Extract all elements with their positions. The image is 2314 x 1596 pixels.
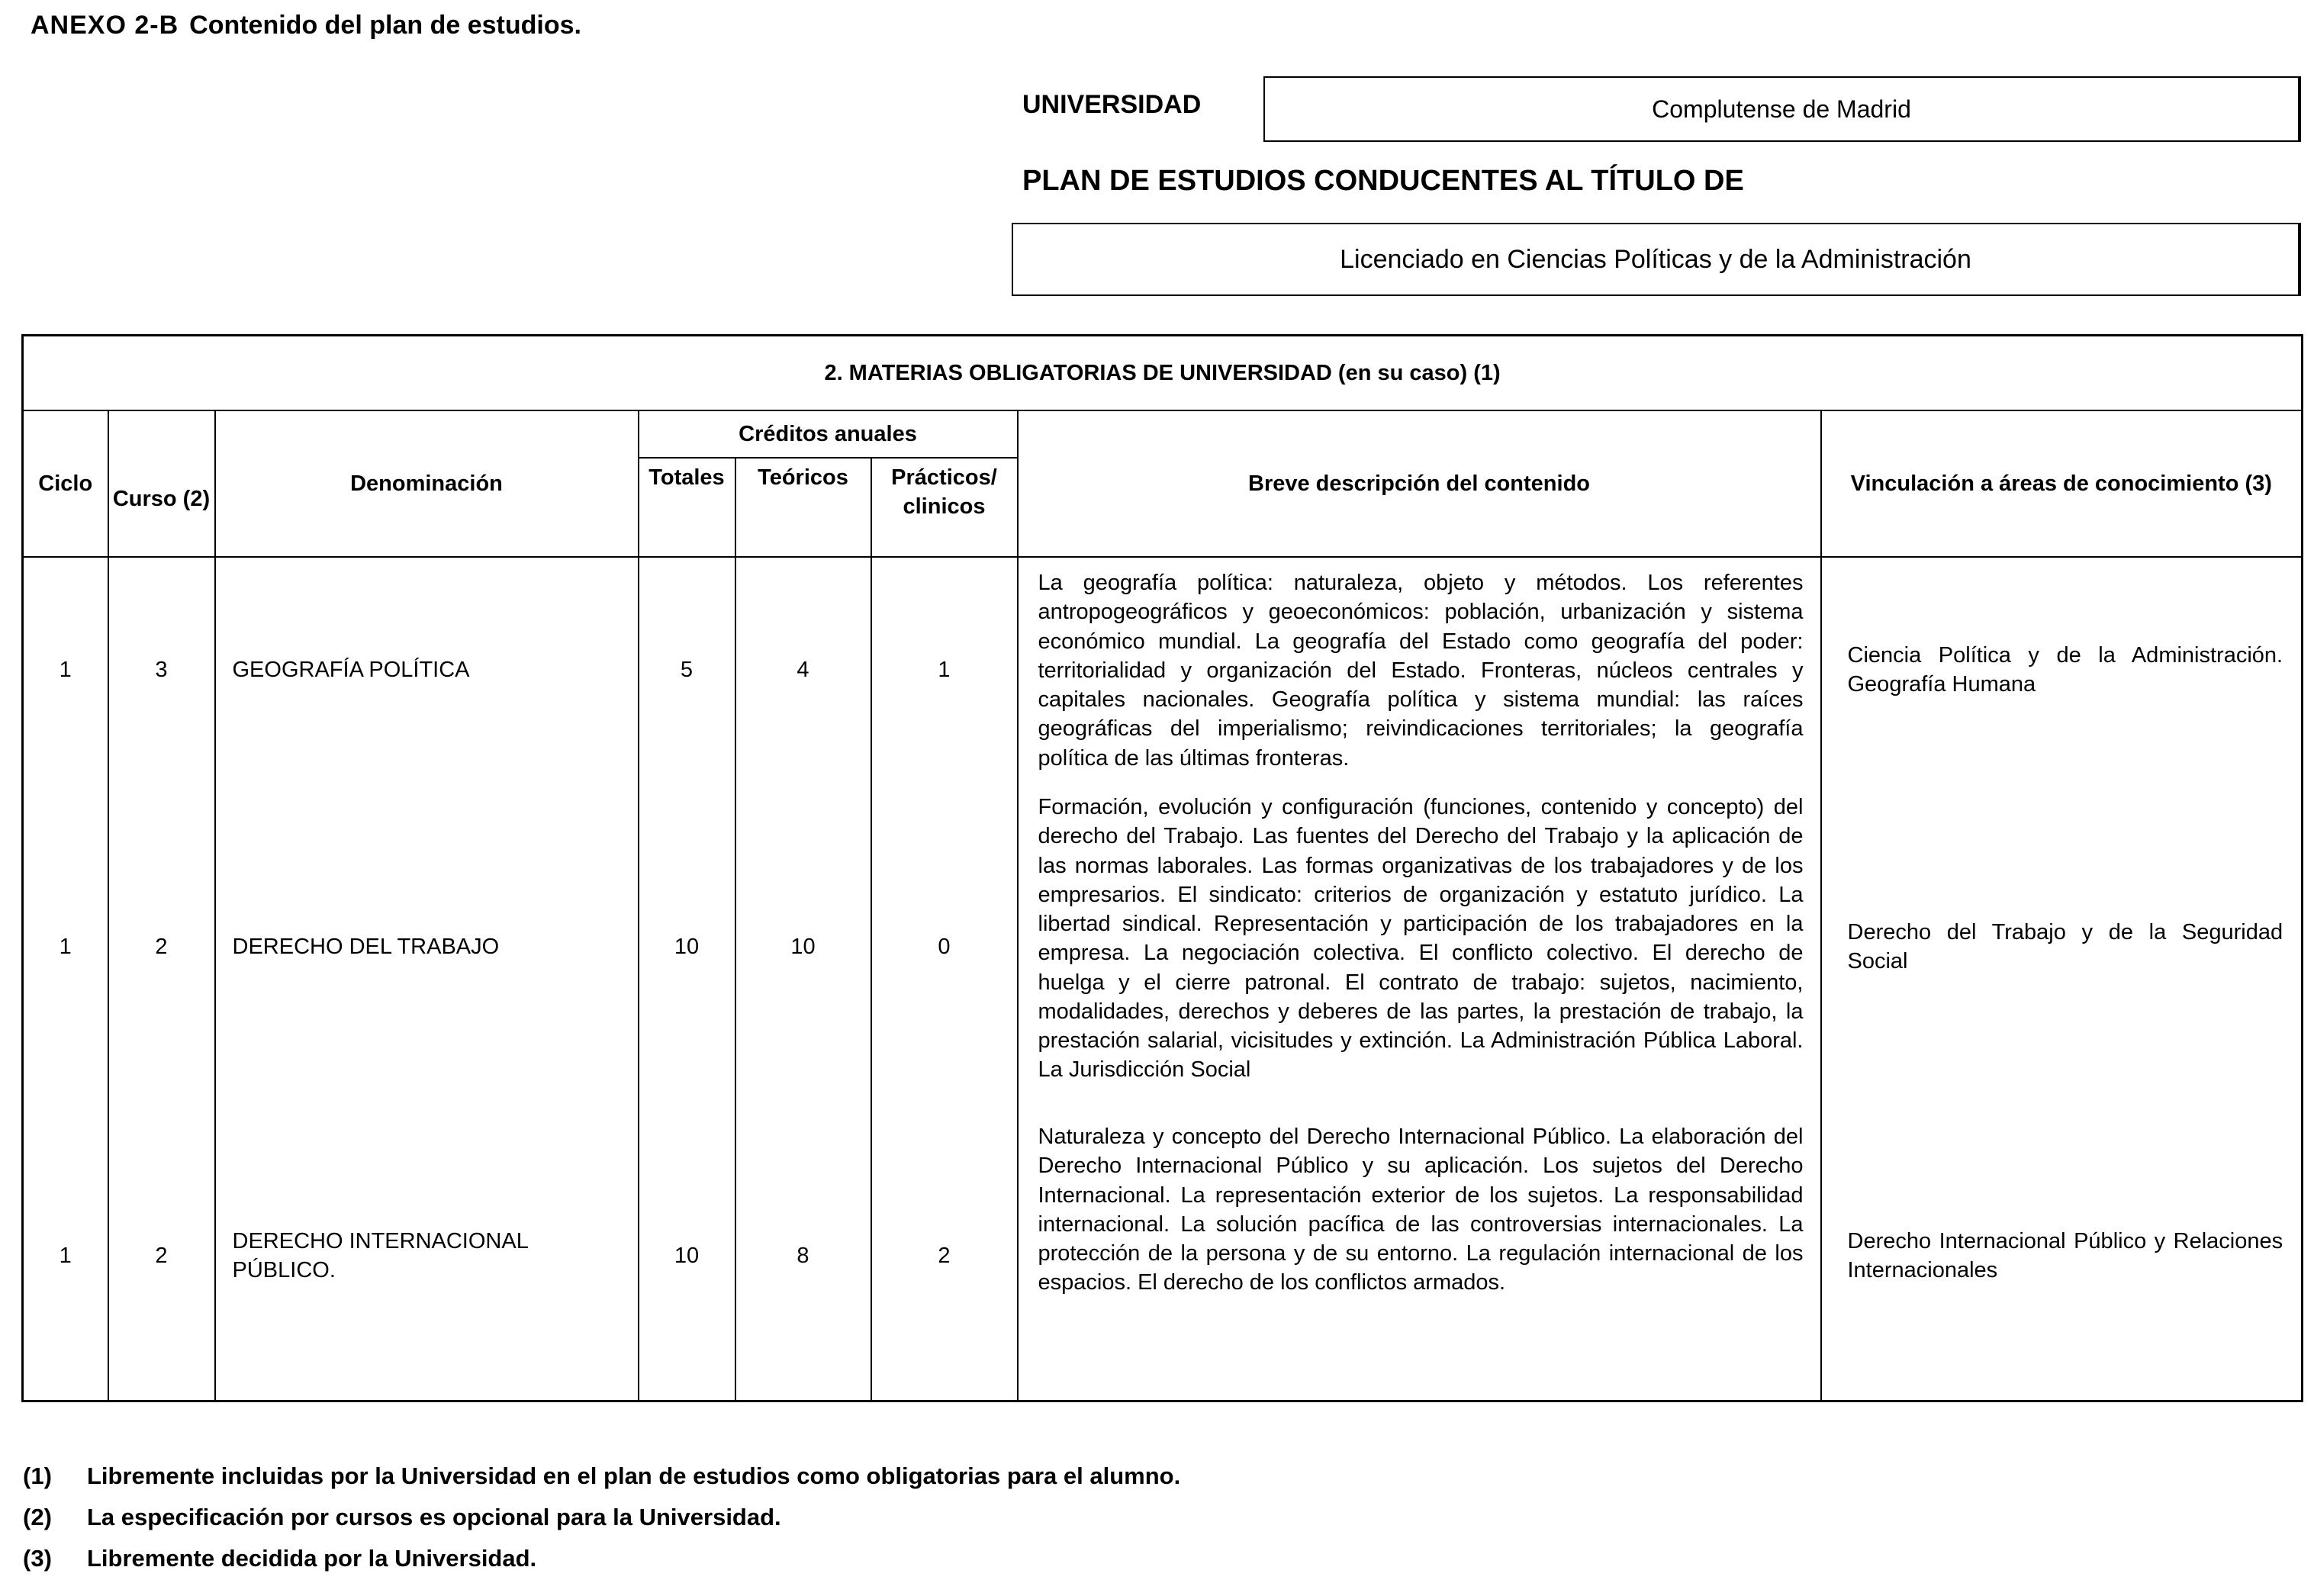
footnote-text: Libremente decidida por la Universidad.	[87, 1545, 537, 1572]
cell-practicos: 2	[871, 1112, 1018, 1401]
cell-curso: 3	[108, 557, 215, 782]
cell-vinculacion: Ciencia Política y de la Administración. Geografía Humana	[1821, 557, 2303, 782]
footnote-text: Libremente incluidas por la Universidad en el plan de estudios como obligatorias para el alumno.	[87, 1462, 1181, 1489]
degree-title-field	[1012, 223, 2301, 296]
cell-teoricos: 8	[735, 1112, 871, 1401]
cell-practicos: 1	[871, 557, 1018, 782]
table-row	[23, 557, 2303, 782]
footnote-item	[23, 1497, 1180, 1538]
col-header-curso: Curso (2)	[108, 410, 215, 557]
footnotes	[23, 1456, 1180, 1579]
cell-totales: 10	[639, 1112, 735, 1401]
col-header-vinculacion: Vinculación a áreas de conocimiento (3)	[1821, 410, 2303, 557]
cell-totales: 5	[639, 557, 735, 782]
footnote-text: La especificación por cursos es opcional para la Universidad.	[87, 1504, 781, 1530]
cell-denominacion: DERECHO DEL TRABAJO	[215, 782, 639, 1112]
cell-practicos: 0	[871, 782, 1018, 1112]
cell-ciclo: 1	[23, 782, 108, 1112]
footnote-number: (2)	[23, 1504, 52, 1530]
col-header-creditos: Créditos anuales	[639, 410, 1018, 458]
col-header-descripcion: Breve descripción del contenido	[1018, 410, 1821, 557]
cell-denominacion: DERECHO INTERNACIONAL PÚBLICO.	[215, 1112, 639, 1401]
footnote-item	[23, 1538, 1180, 1579]
cell-curso: 2	[108, 1112, 215, 1401]
col-header-ciclo: Ciclo	[23, 410, 108, 557]
footnote-number: (3)	[23, 1545, 52, 1572]
cell-totales: 10	[639, 782, 735, 1112]
degree-title-value: Licenciado en Ciencias Políticas y de la Administración	[1340, 244, 1971, 274]
col-header-practicos: Prácticos/ clinicos	[871, 458, 1018, 557]
col-header-teoricos: Teóricos	[735, 458, 871, 557]
annex-code: ANEXO 2-B	[31, 11, 179, 40]
university-value: Complutense de Madrid	[1652, 95, 1911, 123]
cell-denominacion: GEOGRAFÍA POLÍTICA	[215, 557, 639, 782]
annex-title: Contenido del plan de estudios.	[189, 11, 581, 40]
cell-teoricos: 4	[735, 557, 871, 782]
footnote-number: (1)	[23, 1462, 52, 1489]
cell-vinculacion: Derecho del Trabajo y de la Seguridad Social	[1821, 782, 2303, 1112]
cell-descripcion: Naturaleza y concepto del Derecho Internacional Público. La elaboración del Derecho Internacional Público y su aplicación. Los sujetos del Derecho Internacional. La representación exterior de los sujetos. La responsabilidad internacional. La solución pacífica de las controversias internacionales. La protección de la persona y de su entorno. La regulación internacional de los espacios. El derecho de los conflictos armados.	[1018, 1112, 1821, 1401]
table-row	[23, 1112, 2303, 1401]
annex-heading	[31, 11, 581, 40]
cell-vinculacion: Derecho Internacional Público y Relaciones Internacionales	[1821, 1112, 2303, 1401]
cell-descripcion: Formación, evolución y configuración (funciones, contenido y concepto) del derecho del Trabajo. Las fuentes del Derecho del Trabajo y la aplicación de las normas laborales. Las formas organizativas de los trabajadores y de los empresarios. El sindicato: criterios de organización y estatuto jurídico. La libertad sindical. Representación y participación de los trabajadores en la empresa. La negociación colectiva. El conflicto colectivo. El derecho de huelga y el cierre patronal. El contrato de trabajo: sujetos, nacimiento, modalidades, derechos y deberes de las partes, la prestación de trabajo, la prestación salarial, vicisitudes y extinción. La Administración Pública Laboral. La Jurisdicción Social	[1018, 782, 1821, 1112]
cell-descripcion: La geografía política: naturaleza, objeto y métodos. Los referentes antropogeográficos y geoeconómicos: población, urbanización y sistema económico mundial. La geografía del Estado como geografía del poder: territorialidad y organización del Estado. Fronteras, núcleos centrales y capitales nacionales. Geografía política y sistema mundial: las raíces geográficas del imperialismo; reivindicaciones territoriales; la geografía política de las últimas fronteras.	[1018, 557, 1821, 782]
footnote-item	[23, 1456, 1180, 1497]
cell-curso: 2	[108, 782, 215, 1112]
table-row	[23, 782, 2303, 1112]
plan-label: PLAN DE ESTUDIOS CONDUCENTES AL TÍTULO DE	[1022, 165, 1744, 197]
university-field	[1263, 76, 2301, 142]
cell-ciclo: 1	[23, 1112, 108, 1401]
cell-ciclo: 1	[23, 557, 108, 782]
subjects-table	[21, 334, 2303, 1402]
section-title: 2. MATERIAS OBLIGATORIAS DE UNIVERSIDAD (en su caso) (1)	[23, 336, 2303, 411]
university-label: UNIVERSIDAD	[1022, 90, 1202, 119]
col-header-totales: Totales	[639, 458, 735, 557]
cell-teoricos: 10	[735, 782, 871, 1112]
col-header-denominacion: Denominación	[215, 410, 639, 557]
